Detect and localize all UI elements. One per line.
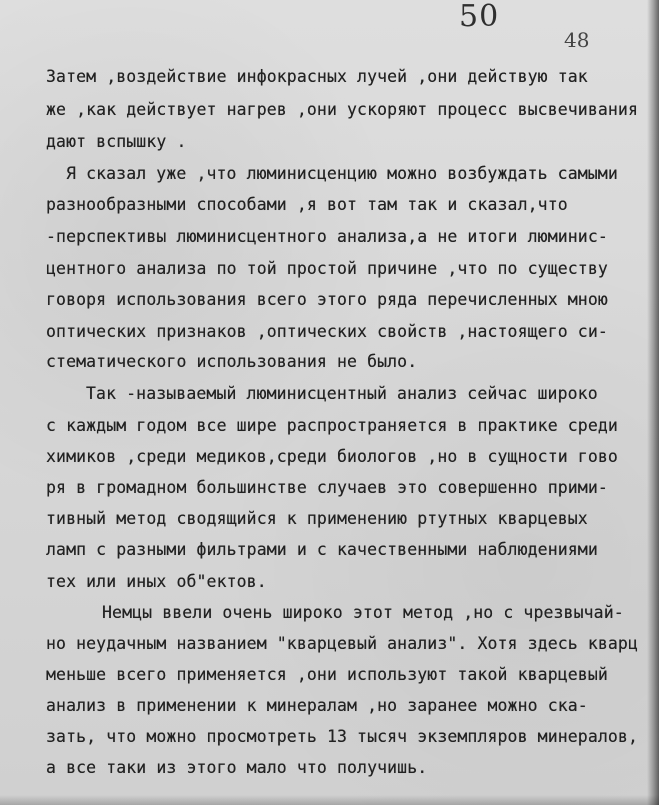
text-line-18: Немцы ввели очень широко этот метод ,но с чрезвычай- (102, 603, 624, 622)
text-line-12: с каждым годом все шире распространяется в практике среди (46, 416, 618, 435)
text-line-23: а все таки из этого мало что получишь. (46, 758, 428, 777)
text-line-1: Затем ,воздействие инфокрасных лучей ,они действую так (46, 67, 588, 86)
text-line-16: ламп с разными фильтрами и с качественными наблюдениями (46, 540, 598, 559)
text-line-4: Я сказал уже ,что люминисценцию можно возбуждать самыми (66, 164, 618, 183)
text-line-15: тивный метод сводящийся к применению ртутных кварцевых (46, 509, 588, 528)
text-line-2: же ,как действует нагрев ,они ускоряют процесс высвечивания (46, 100, 638, 119)
text-line-7: центного анализа по той простой причине ,что по существу (46, 259, 608, 278)
handwritten-page-number: 50 (459, 0, 500, 34)
text-line-21: анализ в применении к минералам ,но заранее можно ска- (46, 696, 588, 715)
text-line-8: говоря использования всего этого ряда перечисленных мною (46, 290, 608, 309)
text-line-10: стематического использования не было. (46, 352, 418, 371)
text-line-5: разнообразными способами ,я вот там так и сказал,что (46, 195, 568, 214)
text-line-13: химиков ,среди медиков,среди биологов ,но в сущности гово (46, 447, 618, 466)
text-line-19: но неудачным названием "кварцевый анализ". Хотя здесь кварц (46, 634, 638, 653)
text-line-17: тех или иных об"ектов. (46, 572, 267, 591)
text-line-9: оптических признаков ,оптических свойств ,настоящего си- (46, 322, 608, 341)
text-line-22: зать, что можно просмотреть 13 тысяч экземпляров минералов, (46, 727, 638, 746)
text-line-3: дают вспышку . (46, 132, 187, 151)
text-line-6: -перспективы люминисцентного анализа,а не итоги люминис- (46, 227, 608, 246)
text-line-11: Так -называемый люминисцентный анализ сейчас широко (86, 384, 598, 403)
typed-page-number: 48 (564, 28, 590, 52)
text-line-14: ря в громадном большинстве случаев это совершенно прими- (46, 478, 608, 497)
text-line-20: меньше всего применяется ,они используют такой кварцевый (46, 665, 608, 684)
